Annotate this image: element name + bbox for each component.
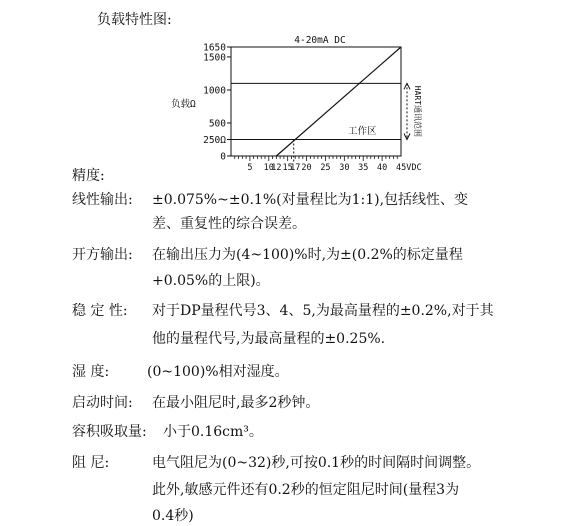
spec-line-sqrt-output-2: +0.05%的上限)。 xyxy=(152,273,270,289)
spec-line-humidity: (0~100)%相对湿度。 xyxy=(147,364,289,380)
spec-label-damping: 阻 尼: xyxy=(72,455,110,471)
y-tick-label-2: 1000 xyxy=(203,85,226,97)
x-tick-label-4: 17 xyxy=(290,163,301,173)
spec-line-stability-1: 对于DP量程代号3、4、5,为最高量程的±0.2%,对于其 xyxy=(152,303,494,319)
spec-line-sqrt-output-1: 在输出压力为(4~100)%时,为±(0.2%的标定量程 xyxy=(152,247,463,263)
spec-line-damping-1: 电气阻尼为(0~32)秒,可按0.1秒的时间隔时间调整。 xyxy=(152,455,481,471)
spec-line-damping-2: 此外,敏感元件还有0.2秒的恒定阻尼时间(量程3为 xyxy=(152,482,460,498)
y-tick-label-0: 1650 xyxy=(203,42,226,54)
y-tick-label-1: 1500 xyxy=(203,52,226,64)
y-tick-label-5: 0 xyxy=(220,151,226,163)
spec-line-stability-2: 他的量程代号,为最高量程的±0.25%. xyxy=(152,331,386,347)
spec-line-startup-time: 在最小阻尼时,最多2秒钟。 xyxy=(152,395,320,411)
x-tick-label-0: 5 xyxy=(247,163,253,173)
x-tick-label-6: 25 xyxy=(320,163,331,173)
work-region-label: 工作区 xyxy=(348,126,377,137)
x-tick-label-3: 15 xyxy=(282,163,293,173)
x-tick-label-7: 30 xyxy=(339,163,350,173)
y-tick-label-4: 250Ω xyxy=(203,134,226,146)
spec-label-humidity: 湿 度: xyxy=(72,364,110,380)
x-tick-label-5: 20 xyxy=(301,163,312,173)
load-characteristic-chart xyxy=(0,0,577,190)
spec-label-stability: 稳 定 性: xyxy=(72,303,128,319)
y-axis-label: 负载Ω xyxy=(171,99,196,110)
spec-line-linear-output-2: 差、重复性的综合误差。 xyxy=(152,216,306,232)
spec-line-volume-displacement: 小于0.16cm³。 xyxy=(163,424,263,440)
x-tick-label-2: 12 xyxy=(271,163,282,173)
chart-title: 4-20mA DC xyxy=(294,35,346,46)
x-tick-label-1: 10 xyxy=(263,163,274,173)
spec-label-volume-displacement: 容积吸取量: xyxy=(72,424,147,440)
spec-label-accuracy: 精度: xyxy=(72,168,105,184)
x-tick-label-9: 40 xyxy=(376,163,388,173)
spec-label-sqrt-output: 开方输出: xyxy=(72,247,133,263)
spec-line-damping-3: 0.4秒) xyxy=(152,508,194,524)
spec-label-linear-output: 线性输出: xyxy=(72,192,133,208)
x-tick-label-8: 35 xyxy=(358,163,369,173)
spec-line-linear-output-1: ±0.075%~±0.1%(对量程比为1:1),包括线性、变 xyxy=(152,192,469,208)
spec-label-startup-time: 启动时间: xyxy=(72,395,133,411)
y-tick-label-3: 500 xyxy=(208,118,226,130)
section-title: 负载特性图: xyxy=(97,12,172,28)
x-tick-label-10: 45VDC xyxy=(396,163,422,173)
hart-range-label: HART通讯范围 xyxy=(413,85,422,138)
